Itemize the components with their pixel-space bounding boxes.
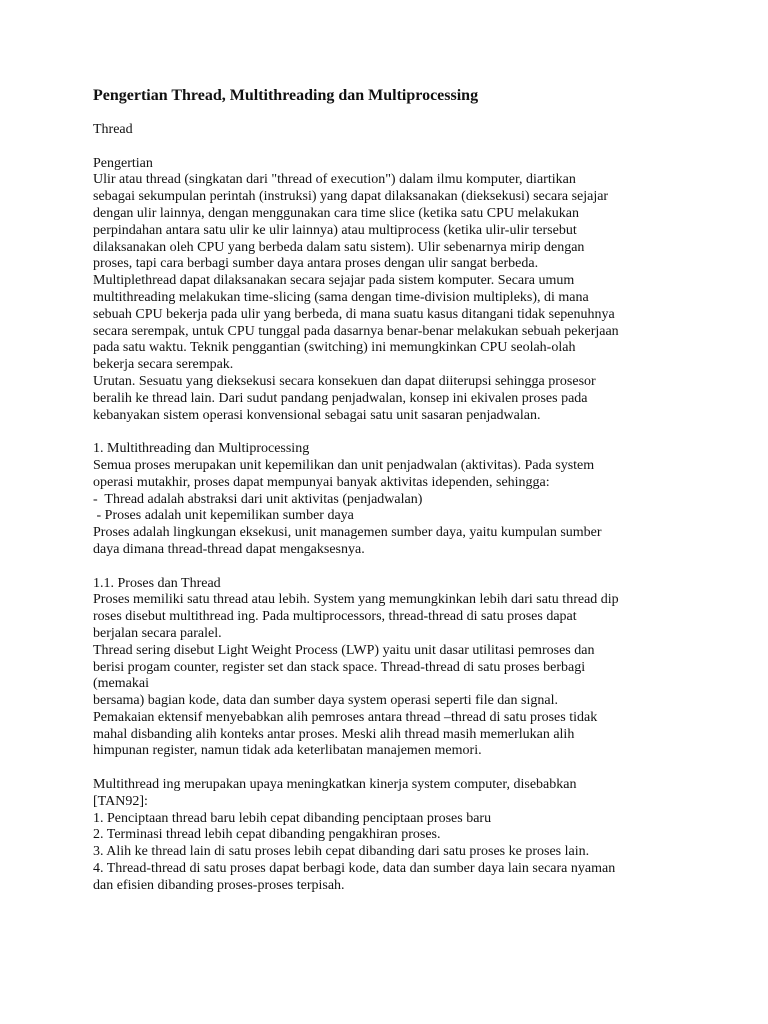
text-line: Ulir atau thread (singkatan dari "thread of execution") dalam ilmu komputer, diartikan <box>93 172 576 188</box>
text-line: dan efisien dibanding proses-proses terpisah. <box>93 877 345 893</box>
text-section <box>93 122 683 139</box>
text-line: multithreading melakukan time-slicing (sama dengan time-division multipleks), di mana <box>93 289 589 305</box>
text-line: Proses memiliki satu thread atau lebih. System yang memungkinkan lebih dari satu thread dip <box>93 592 619 608</box>
text-line: berjalan secara paralel. <box>93 625 222 641</box>
text-line: [TAN92]: <box>93 793 148 809</box>
text-line: (memakai <box>93 676 149 692</box>
text-line: Urutan. Sesuatu yang dieksekusi secara konsekuen dan dapat diiterupsi sehingga prosesor <box>93 373 596 389</box>
text-line: bersama) bagian kode, data dan sumber daya system operasi seperti file dan signal. <box>93 693 558 709</box>
text-line: secara serempak, untuk CPU tunggal pada dasarnya benar-benar melakukan sebuah pekerjaan <box>93 323 619 339</box>
text-line: sebagai sekumpulan perintah (instruksi) yang dapat dilaksanakan (dieksekusi) secara sejajar <box>93 189 609 205</box>
text-line: Thread <box>93 122 133 137</box>
text-line: kebanyakan sistem operasi konvensional sebagai satu unit sasaran penjadwalan. <box>93 407 541 423</box>
text-section <box>93 576 683 761</box>
text-line: Pemakaian ektensif menyebabkan alih pemroses antara thread –thread di satu proses tidak <box>93 709 598 725</box>
text-line: operasi mutakhir, proses dapat mempunyai banyak aktivitas idependen, sehingga: <box>93 474 550 490</box>
text-line: Multiplethread dapat dilaksanakan secara sejajar pada sistem komputer. Secara umum <box>93 273 575 289</box>
text-line: bekerja secara serempak. <box>93 357 234 373</box>
document-body <box>93 122 683 895</box>
text-line: - Thread adalah abstraksi dari unit aktivitas (penjadwalan) <box>93 491 423 507</box>
text-line: perpindahan antara satu ulir ke ulir lainnya) atau multiprocess (ketika ulir-ulir tersebut <box>93 222 577 238</box>
text-section <box>93 777 683 895</box>
text-line: Pengertian <box>93 155 153 171</box>
text-line: himpunan register, namun tidak ada keterlibatan manajemen memori. <box>93 743 482 759</box>
text-line: berisi progam counter, register set dan stack space. Thread-thread di satu proses berbagi <box>93 659 586 675</box>
text-line: dengan ulir lainnya, dengan menggunakan cara time slice (ketika satu CPU melakukan <box>93 205 579 221</box>
text-line: 1. Multithreading dan Multiprocessing <box>93 441 310 457</box>
document-page <box>93 86 683 911</box>
document-title: Pengertian Thread, Multithreading dan Multiprocessing <box>93 87 479 104</box>
text-line: mahal disbanding alih konteks antar proses. Meski alih thread masih memerlukan alih <box>93 726 575 742</box>
text-line: 4. Thread-thread di satu proses dapat berbagi kode, data dan sumber daya lain secara nyaman <box>93 861 616 877</box>
text-line: beralih ke thread lain. Dari sudut pandang penjadwalan, konsep ini ekivalen proses pada <box>93 390 588 406</box>
text-line: Multithread ing merupakan upaya meningkatkan kinerja system computer, disebabkan <box>93 777 577 793</box>
text-line: Thread sering disebut Light Weight Process (LWP) yaitu unit dasar utilitasi pemroses dan <box>93 642 595 658</box>
text-line: proses, tapi cara berbagi sumber daya antara proses dengan ulir sangat berbeda. <box>93 256 539 272</box>
text-line: sebuah CPU bekerja pada ulir yang berbeda, di mana suatu kasus ditangani tidak sepenuhnya <box>93 306 615 322</box>
text-line: pada satu waktu. Teknik penggantian (switching) ini memungkinkan CPU seolah-olah <box>93 340 576 356</box>
text-section <box>93 156 683 425</box>
text-line: 1. Penciptaan thread baru lebih cepat dibanding penciptaan proses baru <box>93 810 492 826</box>
text-line: - Proses adalah unit kepemilikan sumber daya <box>93 508 354 524</box>
text-line: 3. Alih ke thread lain di satu proses lebih cepat dibanding dari satu proses ke proses lain. <box>93 844 590 860</box>
text-section <box>93 441 683 559</box>
text-line: daya dimana thread-thread dapat mengaksesnya. <box>93 541 365 557</box>
text-line: roses disebut multithread ing. Pada multiprocessors, thread-thread di satu proses dapat <box>93 609 577 625</box>
text-line: Semua proses merupakan unit kepemilikan dan unit penjadwalan (aktivitas). Pada system <box>93 457 595 473</box>
text-line: dilaksanakan oleh CPU yang berbeda dalam satu sistem). Ulir sebenarnya mirip dengan <box>93 239 585 255</box>
text-line: Proses adalah lingkungan eksekusi, unit managemen sumber daya, yaitu kumpulan sumber <box>93 525 602 541</box>
text-line: 1.1. Proses dan Thread <box>93 575 221 591</box>
text-line: 2. Terminasi thread lebih cepat dibanding pengakhiran proses. <box>93 827 441 843</box>
